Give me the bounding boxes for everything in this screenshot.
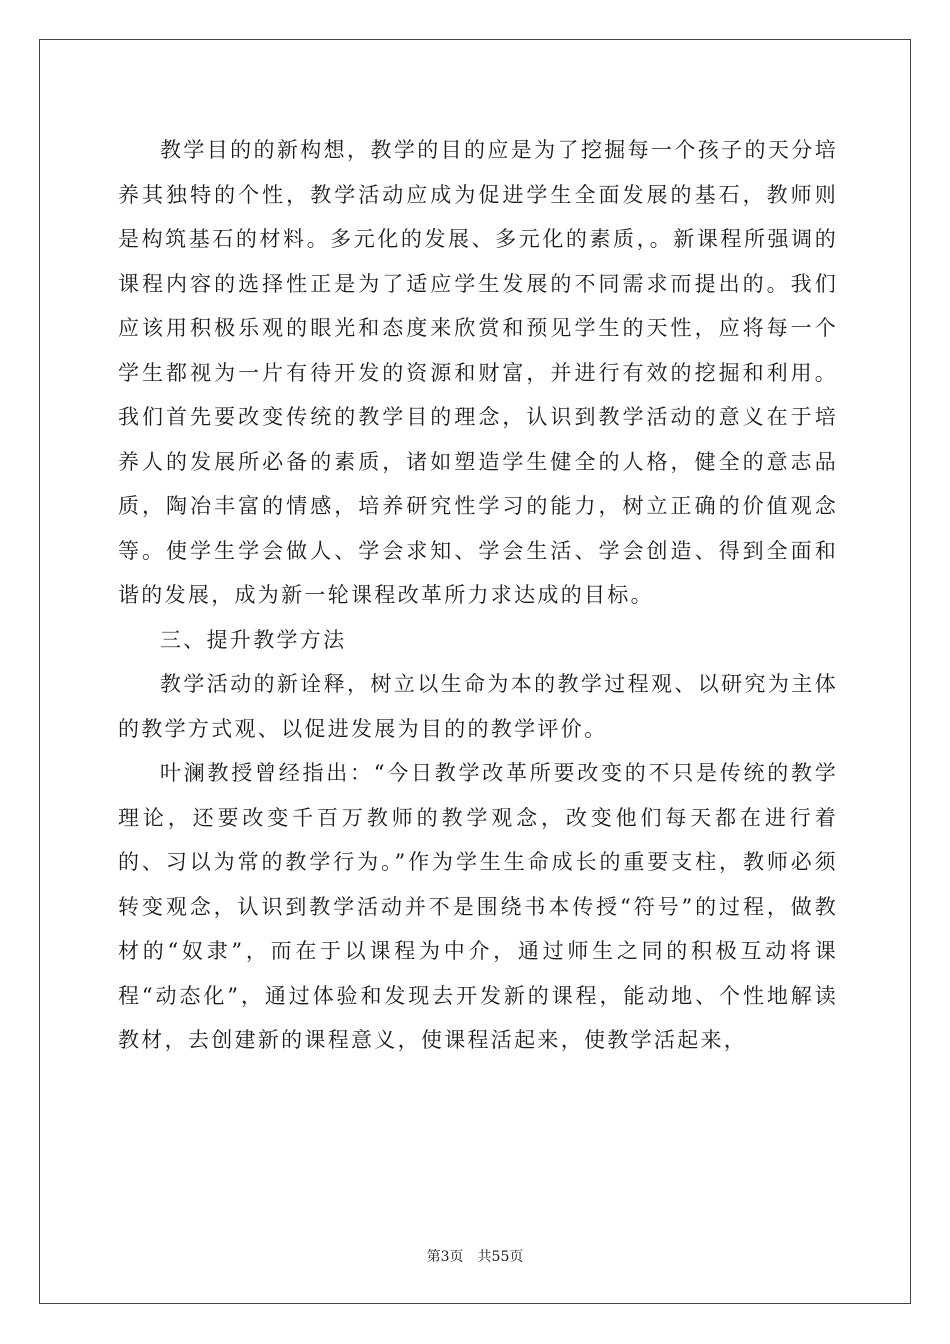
paragraph-ye-lan-quote: 叶澜教授曾经指出：“今日教学改革所要改变的不只是传统的教学理论，还要改变千百万教师的教学观念，改变他们每天都在进行着的、习以为常的教学行为。”作为学生生命成长的重要支柱，教师必须转变观念，认识到教学活动并不是围绕书本传授“符号”的过程，做教材的“奴隶”，而在于以课程为中介，通过师生之同的积极互动将课程“动态化”，通过体验和发现去开发新的课程，能动地、个性地解读教材，去创建新的课程意义，使课程活起来，使教学活起来，	[118, 761, 838, 1052]
paragraph-teaching-goals: 教学目的的新构想，教学的目的应是为了挖掘每一个孩子的天分培养其独特的个性，教学活动应成为促进学生全面发展的基石，教师则是构筑基石的材料。多元化的发展、多元化的素质，。新课程所强调的课程内容的选择性正是为了适应学生发展的不同需求而提出的。我们应该用积极乐观的眼光和态度来欣赏和预见学生的天性，应将每一个学生都视为一片有待开发的资源和财富，并进行有效的挖掘和利用。我们首先要改变传统的教学目的理念，认识到教学活动的意义在于培养人的发展所必备的素质，诸如塑造学生健全的人格，健全的意志品质，陶冶丰富的情感，培养研究性学习的能力，树立正确的价值观念等。使学生学会做人、学会求知、学会生活、学会创造、得到全面和谐的发展，成为新一轮课程改革所力求达成的目标。	[118, 138, 838, 607]
paragraph-teaching-activity: 教学活动的新诠释，树立以生命为本的教学过程观、以研究为主体的教学方式观、以促进发展为目的的教学评价。	[118, 672, 838, 741]
page-total: 共55页	[477, 1249, 524, 1265]
page-number: 第3页	[426, 1249, 464, 1265]
document-body	[118, 128, 838, 1063]
page-footer	[0, 1246, 950, 1266]
section-heading-teaching-methods: 三、提升教学方法	[160, 627, 347, 652]
